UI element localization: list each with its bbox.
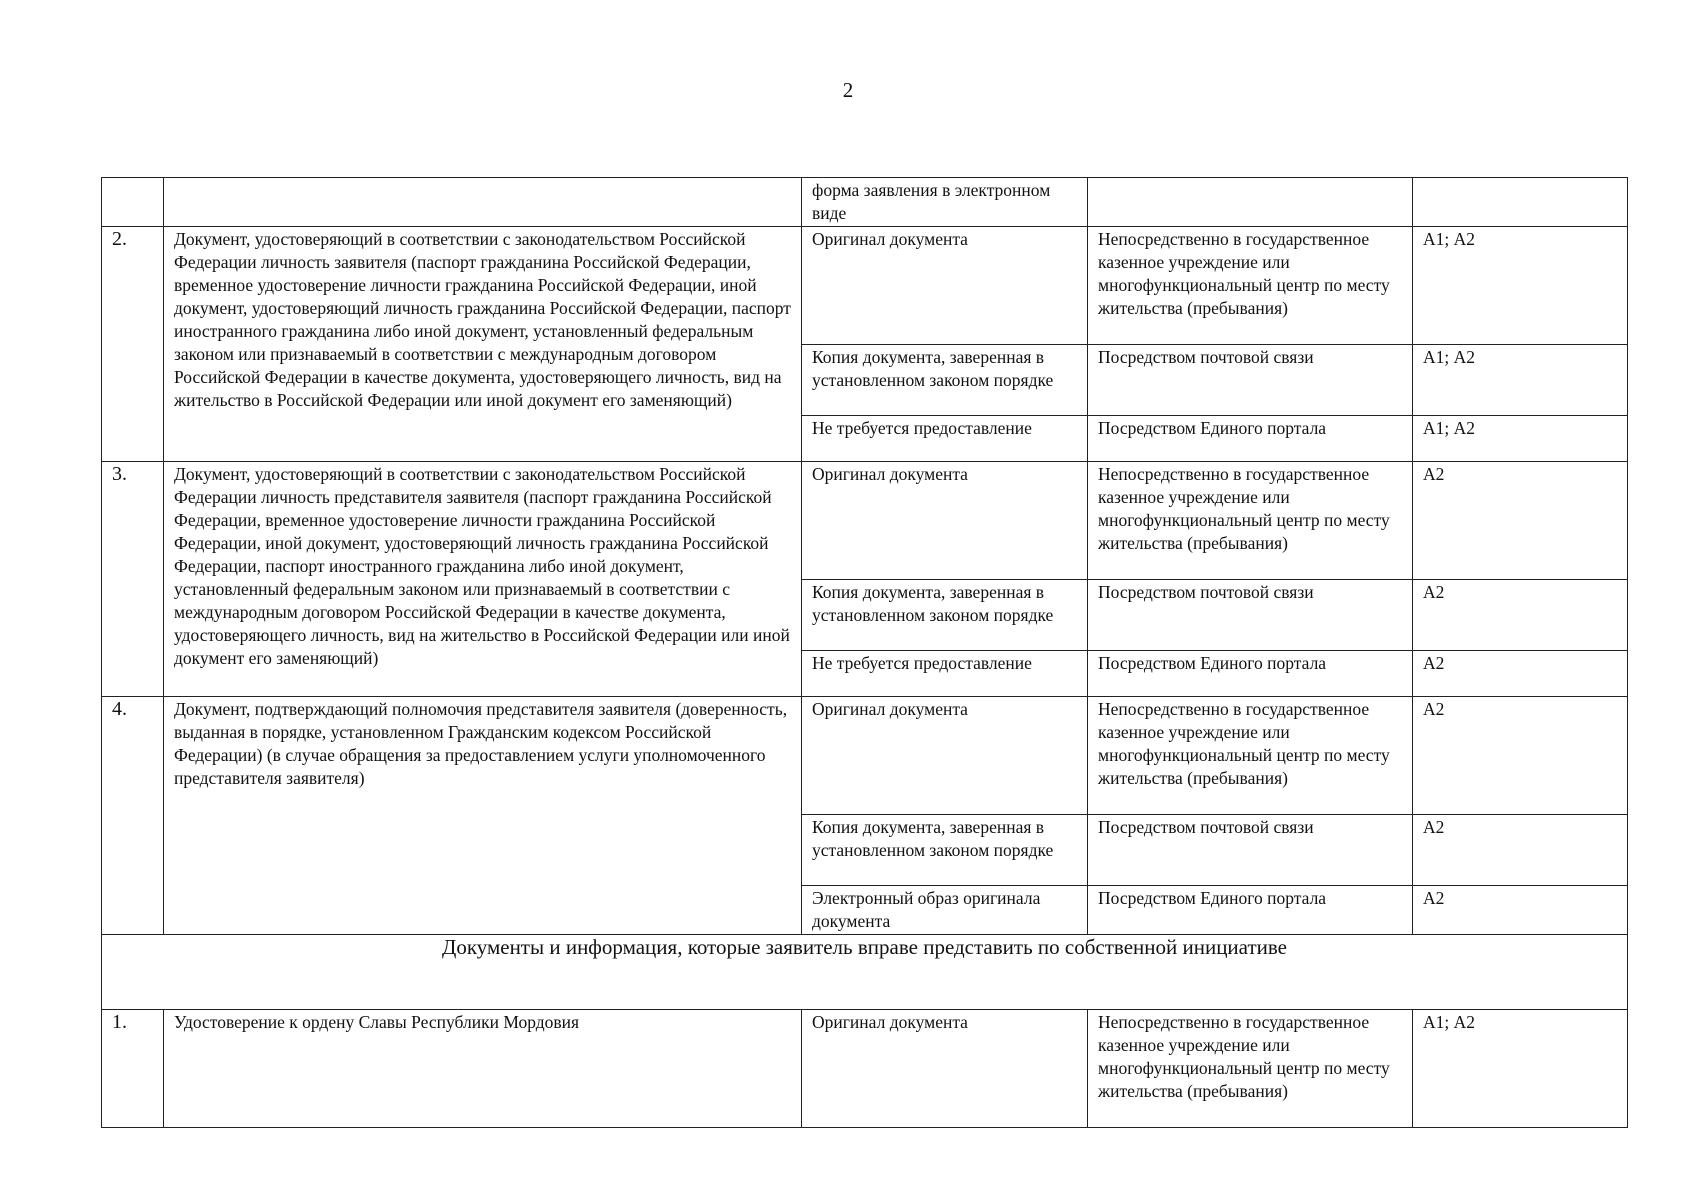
- code-cell: А1; А2: [1413, 1010, 1628, 1128]
- table-row: [102, 227, 1628, 345]
- form-cell: форма заявления в электронном виде: [802, 178, 1088, 227]
- form-cell: Оригинал документа: [802, 227, 1088, 345]
- code-cell: А2: [1413, 462, 1628, 580]
- row-number: 2.: [102, 227, 164, 462]
- form-cell: Электронный образ оригинала документа: [802, 886, 1088, 935]
- code-cell: А2: [1413, 815, 1628, 886]
- code-cell: А2: [1413, 886, 1628, 935]
- method-cell: Непосредственно в государственное казенное учреждение или многофункциональный центр по месту жительства (пребывания): [1088, 1010, 1413, 1128]
- form-cell: Оригинал документа: [802, 462, 1088, 580]
- method-cell: Посредством почтовой связи: [1088, 345, 1413, 416]
- method-cell: [1088, 178, 1413, 227]
- method-cell: Посредством почтовой связи: [1088, 815, 1413, 886]
- table-row: [102, 178, 1628, 227]
- form-cell: Не требуется предоставление: [802, 416, 1088, 462]
- row-number-cell: [102, 178, 164, 227]
- form-cell: Копия документа, заверенная в установленном законом порядке: [802, 580, 1088, 651]
- document-description: Документ, удостоверяющий в соответствии с законодательством Российской Федерации личность представителя заявителя (паспорт гражданина Российской Федерации, временное удостоверение личности гражданина Российской Федерации, иной документ, удостоверяющий личность гражданина Российской Федерации, паспорт иностранного гражданина либо иной документ, установленный федеральным законом или признаваемый в соответствии с международным договором Российской Федерации в качестве документа, удостоверяющего личность, вид на жительство в Российской Федерации или иной документ его заменяющий): [164, 462, 802, 697]
- table-row: [102, 697, 1628, 815]
- code-cell: А1; А2: [1413, 416, 1628, 462]
- table-row: [102, 462, 1628, 580]
- document-cell: [164, 178, 802, 227]
- documents-table: [101, 177, 1628, 1128]
- code-cell: А2: [1413, 651, 1628, 697]
- form-cell: Копия документа, заверенная в установленном законом порядке: [802, 345, 1088, 416]
- method-cell: Непосредственно в государственное казенное учреждение или многофункциональный центр по месту жительства (пребывания): [1088, 697, 1413, 815]
- method-cell: Непосредственно в государственное казенное учреждение или многофункциональный центр по месту жительства (пребывания): [1088, 227, 1413, 345]
- row-number: 4.: [102, 697, 164, 935]
- code-cell: А2: [1413, 580, 1628, 651]
- row-number: 1.: [102, 1010, 164, 1128]
- form-cell: Оригинал документа: [802, 697, 1088, 815]
- document-description: Удостоверение к ордену Славы Республики Мордовия: [164, 1010, 802, 1128]
- form-cell: Не требуется предоставление: [802, 651, 1088, 697]
- method-cell: Посредством Единого портала: [1088, 651, 1413, 697]
- page-number: 2: [842, 78, 854, 102]
- form-cell: Оригинал документа: [802, 1010, 1088, 1128]
- method-cell: Непосредственно в государственное казенное учреждение или многофункциональный центр по месту жительства (пребывания): [1088, 462, 1413, 580]
- code-cell: А2: [1413, 697, 1628, 815]
- document-description: Документ, удостоверяющий в соответствии с законодательством Российской Федерации личность заявителя (паспорт гражданина Российской Федерации, временное удостоверение личности гражданина Российской Федерации, иной документ, удостоверяющий личность гражданина Российской Федерации, паспорт иностранного гражданина либо иной документ, установленный федеральным законом или признаваемый в соответствии с международным договором Российской Федерации в качестве документа, удостоверяющего личность, вид на жительство в Российской Федерации или иной документ его заменяющий): [164, 227, 802, 462]
- code-cell: А1; А2: [1413, 345, 1628, 416]
- section-title: Документы и информация, которые заявитель вправе представить по собственной инициативе: [102, 935, 1628, 1010]
- method-cell: Посредством почтовой связи: [1088, 580, 1413, 651]
- document-description: Документ, подтверждающий полномочия представителя заявителя (доверенность, выданная в порядке, установленном Гражданским кодексом Российской Федерации) (в случае обращения за предоставлением услуги уполномоченного представителя заявителя): [164, 697, 802, 935]
- table-row: [102, 1010, 1628, 1128]
- table-row: [102, 935, 1628, 1010]
- method-cell: Посредством Единого портала: [1088, 416, 1413, 462]
- code-cell: А1; А2: [1413, 227, 1628, 345]
- row-number: 3.: [102, 462, 164, 697]
- form-cell: Копия документа, заверенная в установленном законом порядке: [802, 815, 1088, 886]
- method-cell: Посредством Единого портала: [1088, 886, 1413, 935]
- code-cell: [1413, 178, 1628, 227]
